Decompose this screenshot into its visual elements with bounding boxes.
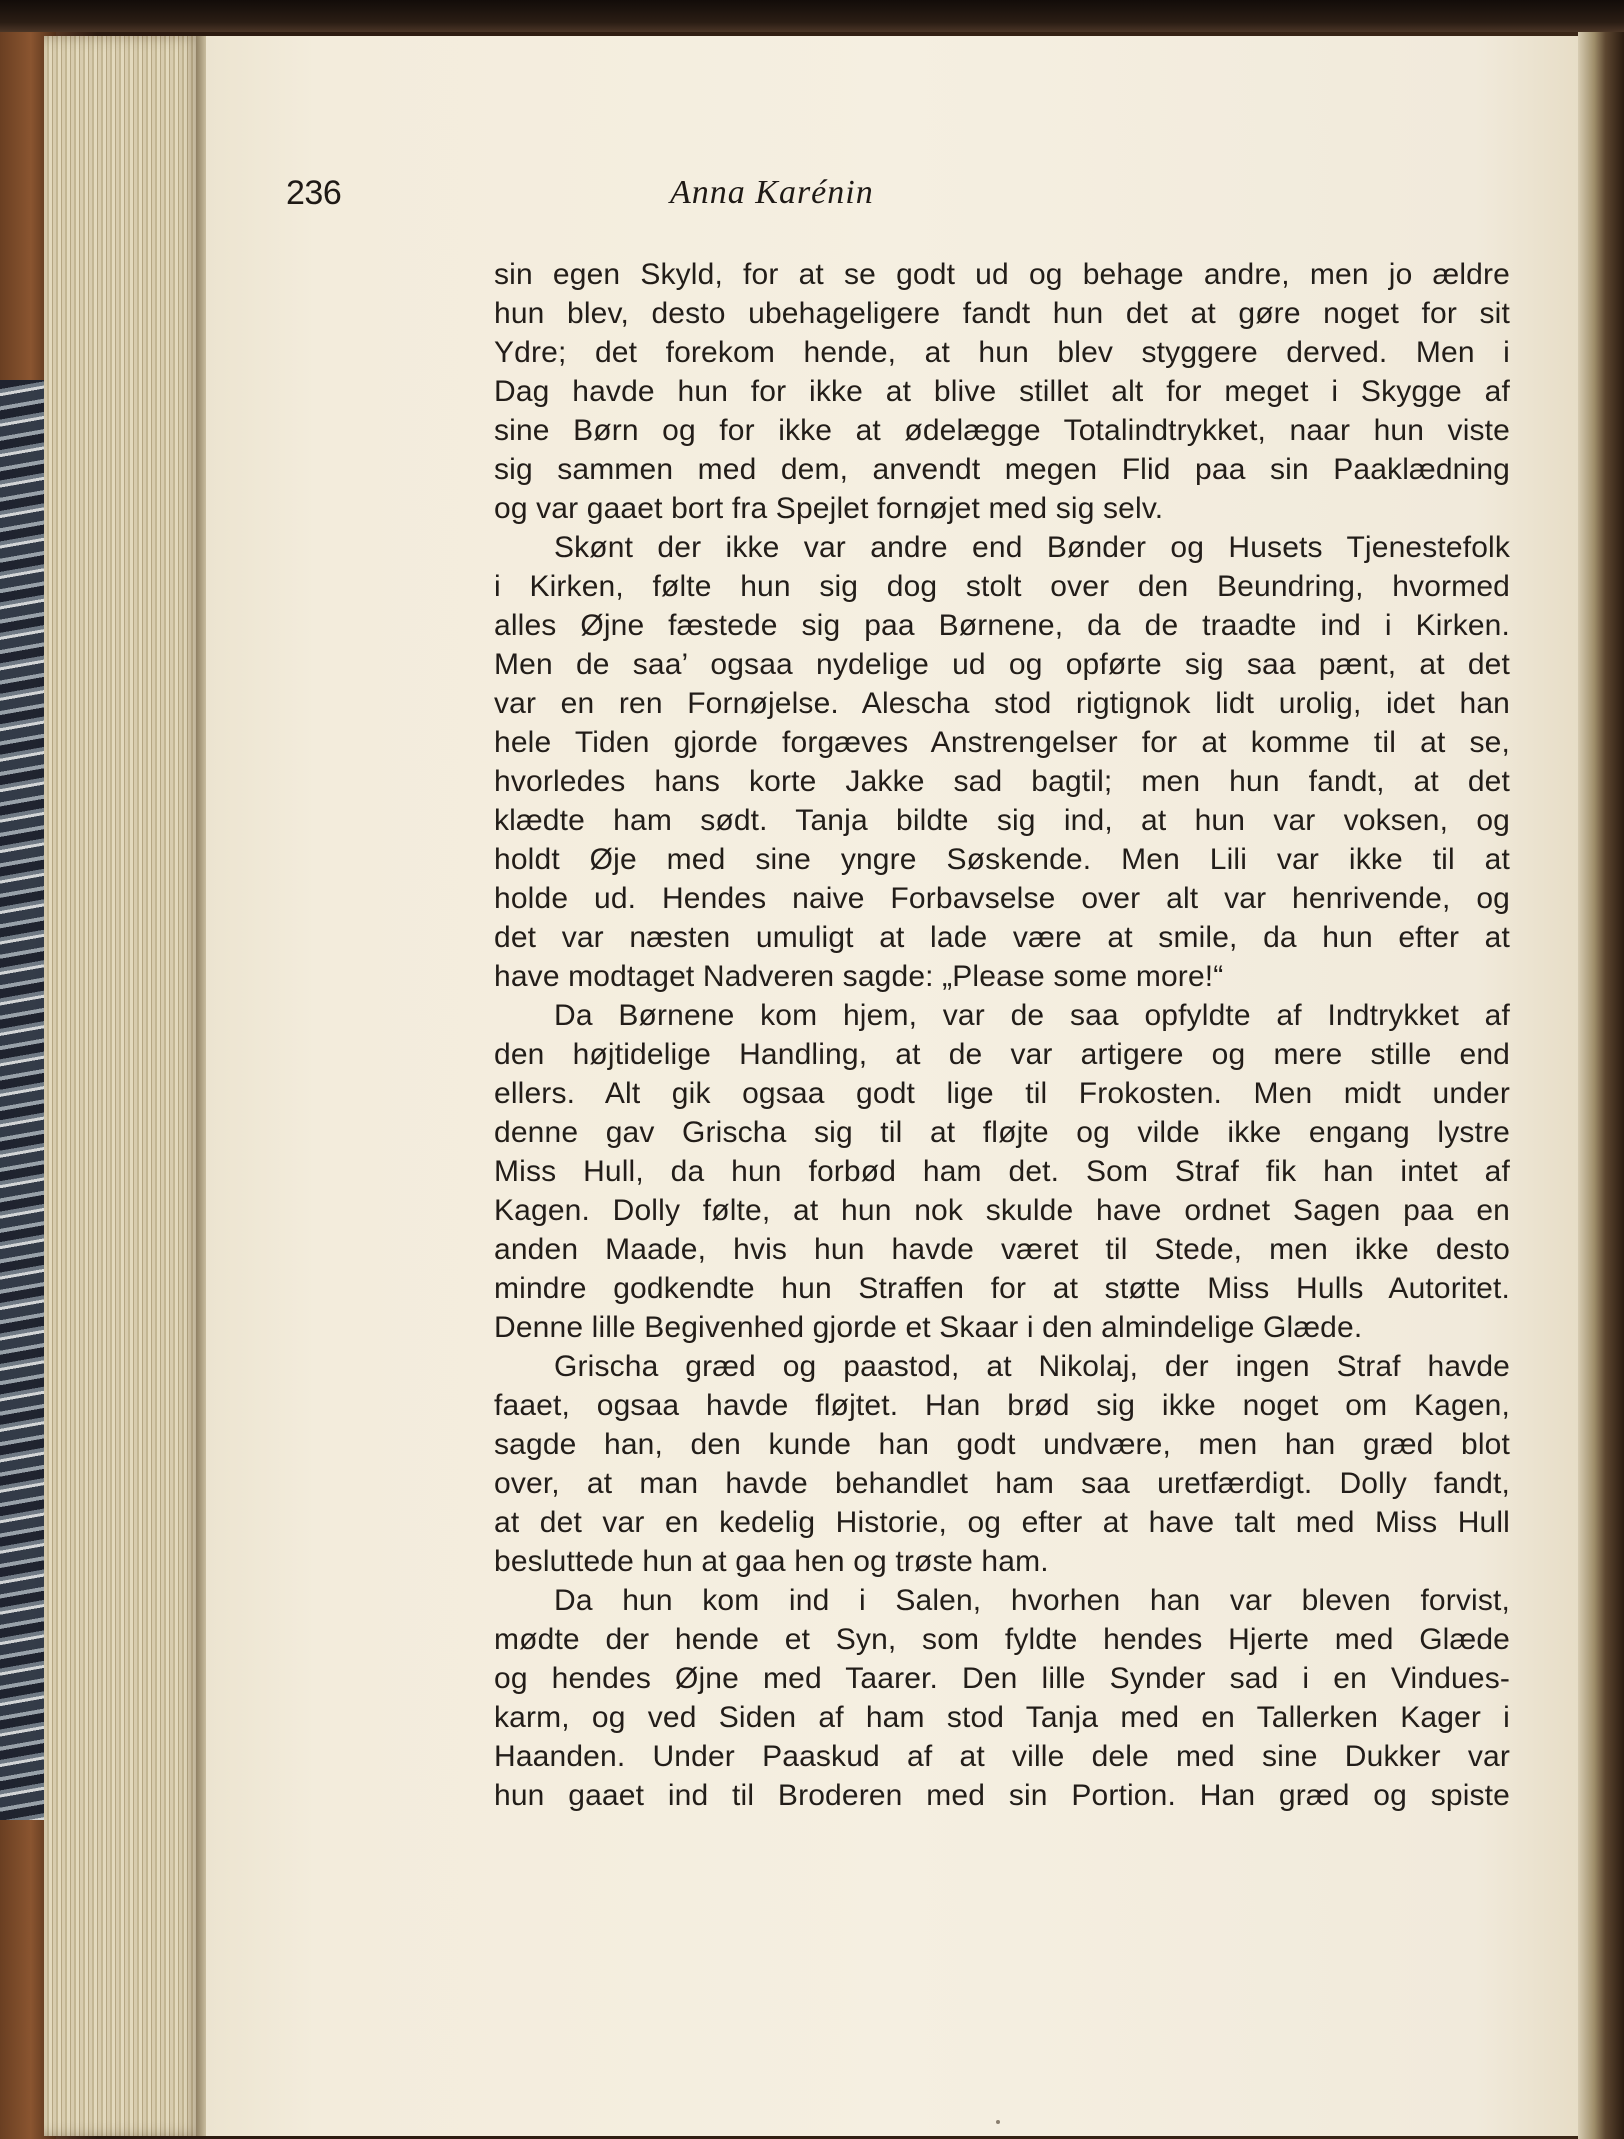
text-line: Denne lille Begivenhed gjorde et Skaar i den almindelige Glæde. <box>494 1311 1363 1344</box>
text-line: alles Øjne fæstede sig paa Børnene, da de traadte ind i Kirken. <box>494 609 1510 642</box>
text-line: denne gav Grischa sig til at fløjte og vilde ikke engang lystre <box>494 1116 1510 1149</box>
text-line: det var næsten umuligt at lade være at smile, da hun efter at <box>494 921 1510 954</box>
text-line: Men de saa’ ogsaa nydelige ud og opførte sig saa pænt, at det <box>494 648 1510 681</box>
text-line: Skønt der ikke var andre end Bønder og Husets Tjenestefolk <box>554 531 1510 564</box>
text-line: og hendes Øjne med Taarer. Den lille Synder sad i en Vindues- <box>494 1662 1510 1695</box>
right-page-edge <box>1578 20 1624 2139</box>
text-line: Dag havde hun for ikke at blive stillet alt for meget i Skygge af <box>494 375 1510 408</box>
text-line: holdt Øje med sine yngre Søskende. Men Lili var ikke til at <box>494 843 1510 876</box>
text-line: hvorledes hans korte Jakke sad bagtil; men hun fandt, at det <box>494 765 1510 798</box>
text-line: Kagen. Dolly følte, at hun nok skulde have ordnet Sagen paa en <box>494 1194 1510 1227</box>
text-line: hun blev, desto ubehageligere fandt hun det at gøre noget for sit <box>494 297 1510 330</box>
text-line: hele Tiden gjorde forgæves Anstrengelser for at komme til at se, <box>494 726 1510 759</box>
text-line: at det var en kedelig Historie, og efter at have talt med Miss Hull <box>494 1506 1510 1539</box>
text-line: og var gaaet bort fra Spejlet fornøjet med sig selv. <box>494 492 1164 525</box>
text-line: var en ren Fornøjelse. Alescha stod rigtignok lidt urolig, idet han <box>494 687 1510 720</box>
text-line: over, at man havde behandlet ham saa uretfærdigt. Dolly fandt, <box>494 1467 1510 1500</box>
text-line: klædte ham sødt. Tanja bildte sig ind, at hun var voksen, og <box>494 804 1510 837</box>
text-line: holde ud. Hendes naive Forbavselse over alt var henrivende, og <box>494 882 1510 915</box>
text-line: sin egen Skyld, for at se godt ud og behage andre, men jo ældre <box>494 258 1510 291</box>
text-line: hun gaaet ind til Broderen med sin Portion. Han græd og spiste <box>494 1779 1510 1812</box>
page-number: 236 <box>286 174 342 212</box>
book-title: Anna Karénin <box>670 174 874 211</box>
text-line: Da Børnene kom hjem, var de saa opfyldte af Indtrykket af <box>554 999 1510 1032</box>
text-line: i Kirken, følte hun sig dog stolt over den Beundring, hvormed <box>494 570 1510 603</box>
stacked-page-edges <box>44 36 204 2136</box>
text-line: Grischa græd og paastod, at Nikolaj, der ingen Straf havde <box>554 1350 1510 1383</box>
text-line: anden Maade, hvis hun havde været til Stede, men ikke desto <box>494 1233 1510 1266</box>
top-binding-edge <box>0 0 1624 32</box>
running-head <box>286 168 1116 218</box>
text-line: mødte der hende et Syn, som fyldte hendes Hjerte med Glæde <box>494 1623 1510 1656</box>
text-line: faaet, ogsaa havde fløjtet. Han brød sig ikke noget om Kagen, <box>494 1389 1510 1422</box>
text-line: Ydre; det forekom hende, at hun blev styggere derved. Men i <box>494 336 1510 369</box>
text-line: sig sammen med dem, anvendt megen Flid paa sin Paaklædning <box>494 453 1510 486</box>
text-line: sine Børn og for ikke at ødelægge Totalindtrykket, naar hun viste <box>494 414 1510 447</box>
page-speck <box>996 2120 1000 2124</box>
body-text <box>494 255 1510 1815</box>
text-line: Miss Hull, da hun forbød ham det. Som Straf fik han intet af <box>494 1155 1510 1188</box>
text-line: Da hun kom ind i Salen, hvorhen han var bleven forvist, <box>554 1584 1510 1617</box>
text-line: sagde han, den kunde han godt undvære, men han græd blot <box>494 1428 1510 1461</box>
text-line: besluttede hun at gaa hen og trøste ham. <box>494 1545 1049 1578</box>
text-line: Haanden. Under Paaskud af at ville dele med sine Dukker var <box>494 1740 1510 1773</box>
text-line: have modtaget Nadveren sagde: „Please some more!“ <box>494 960 1224 993</box>
marbled-endpaper <box>0 380 44 1820</box>
text-line: mindre godkendte hun Straffen for at støtte Miss Hulls Autoritet. <box>494 1272 1510 1305</box>
text-line: den højtidelige Handling, at de var artigere og mere stille end <box>494 1038 1510 1071</box>
text-line: karm, og ved Siden af ham stod Tanja med en Tallerken Kager i <box>494 1701 1510 1734</box>
text-line: ellers. Alt gik ogsaa godt lige til Frokosten. Men midt under <box>494 1077 1510 1110</box>
